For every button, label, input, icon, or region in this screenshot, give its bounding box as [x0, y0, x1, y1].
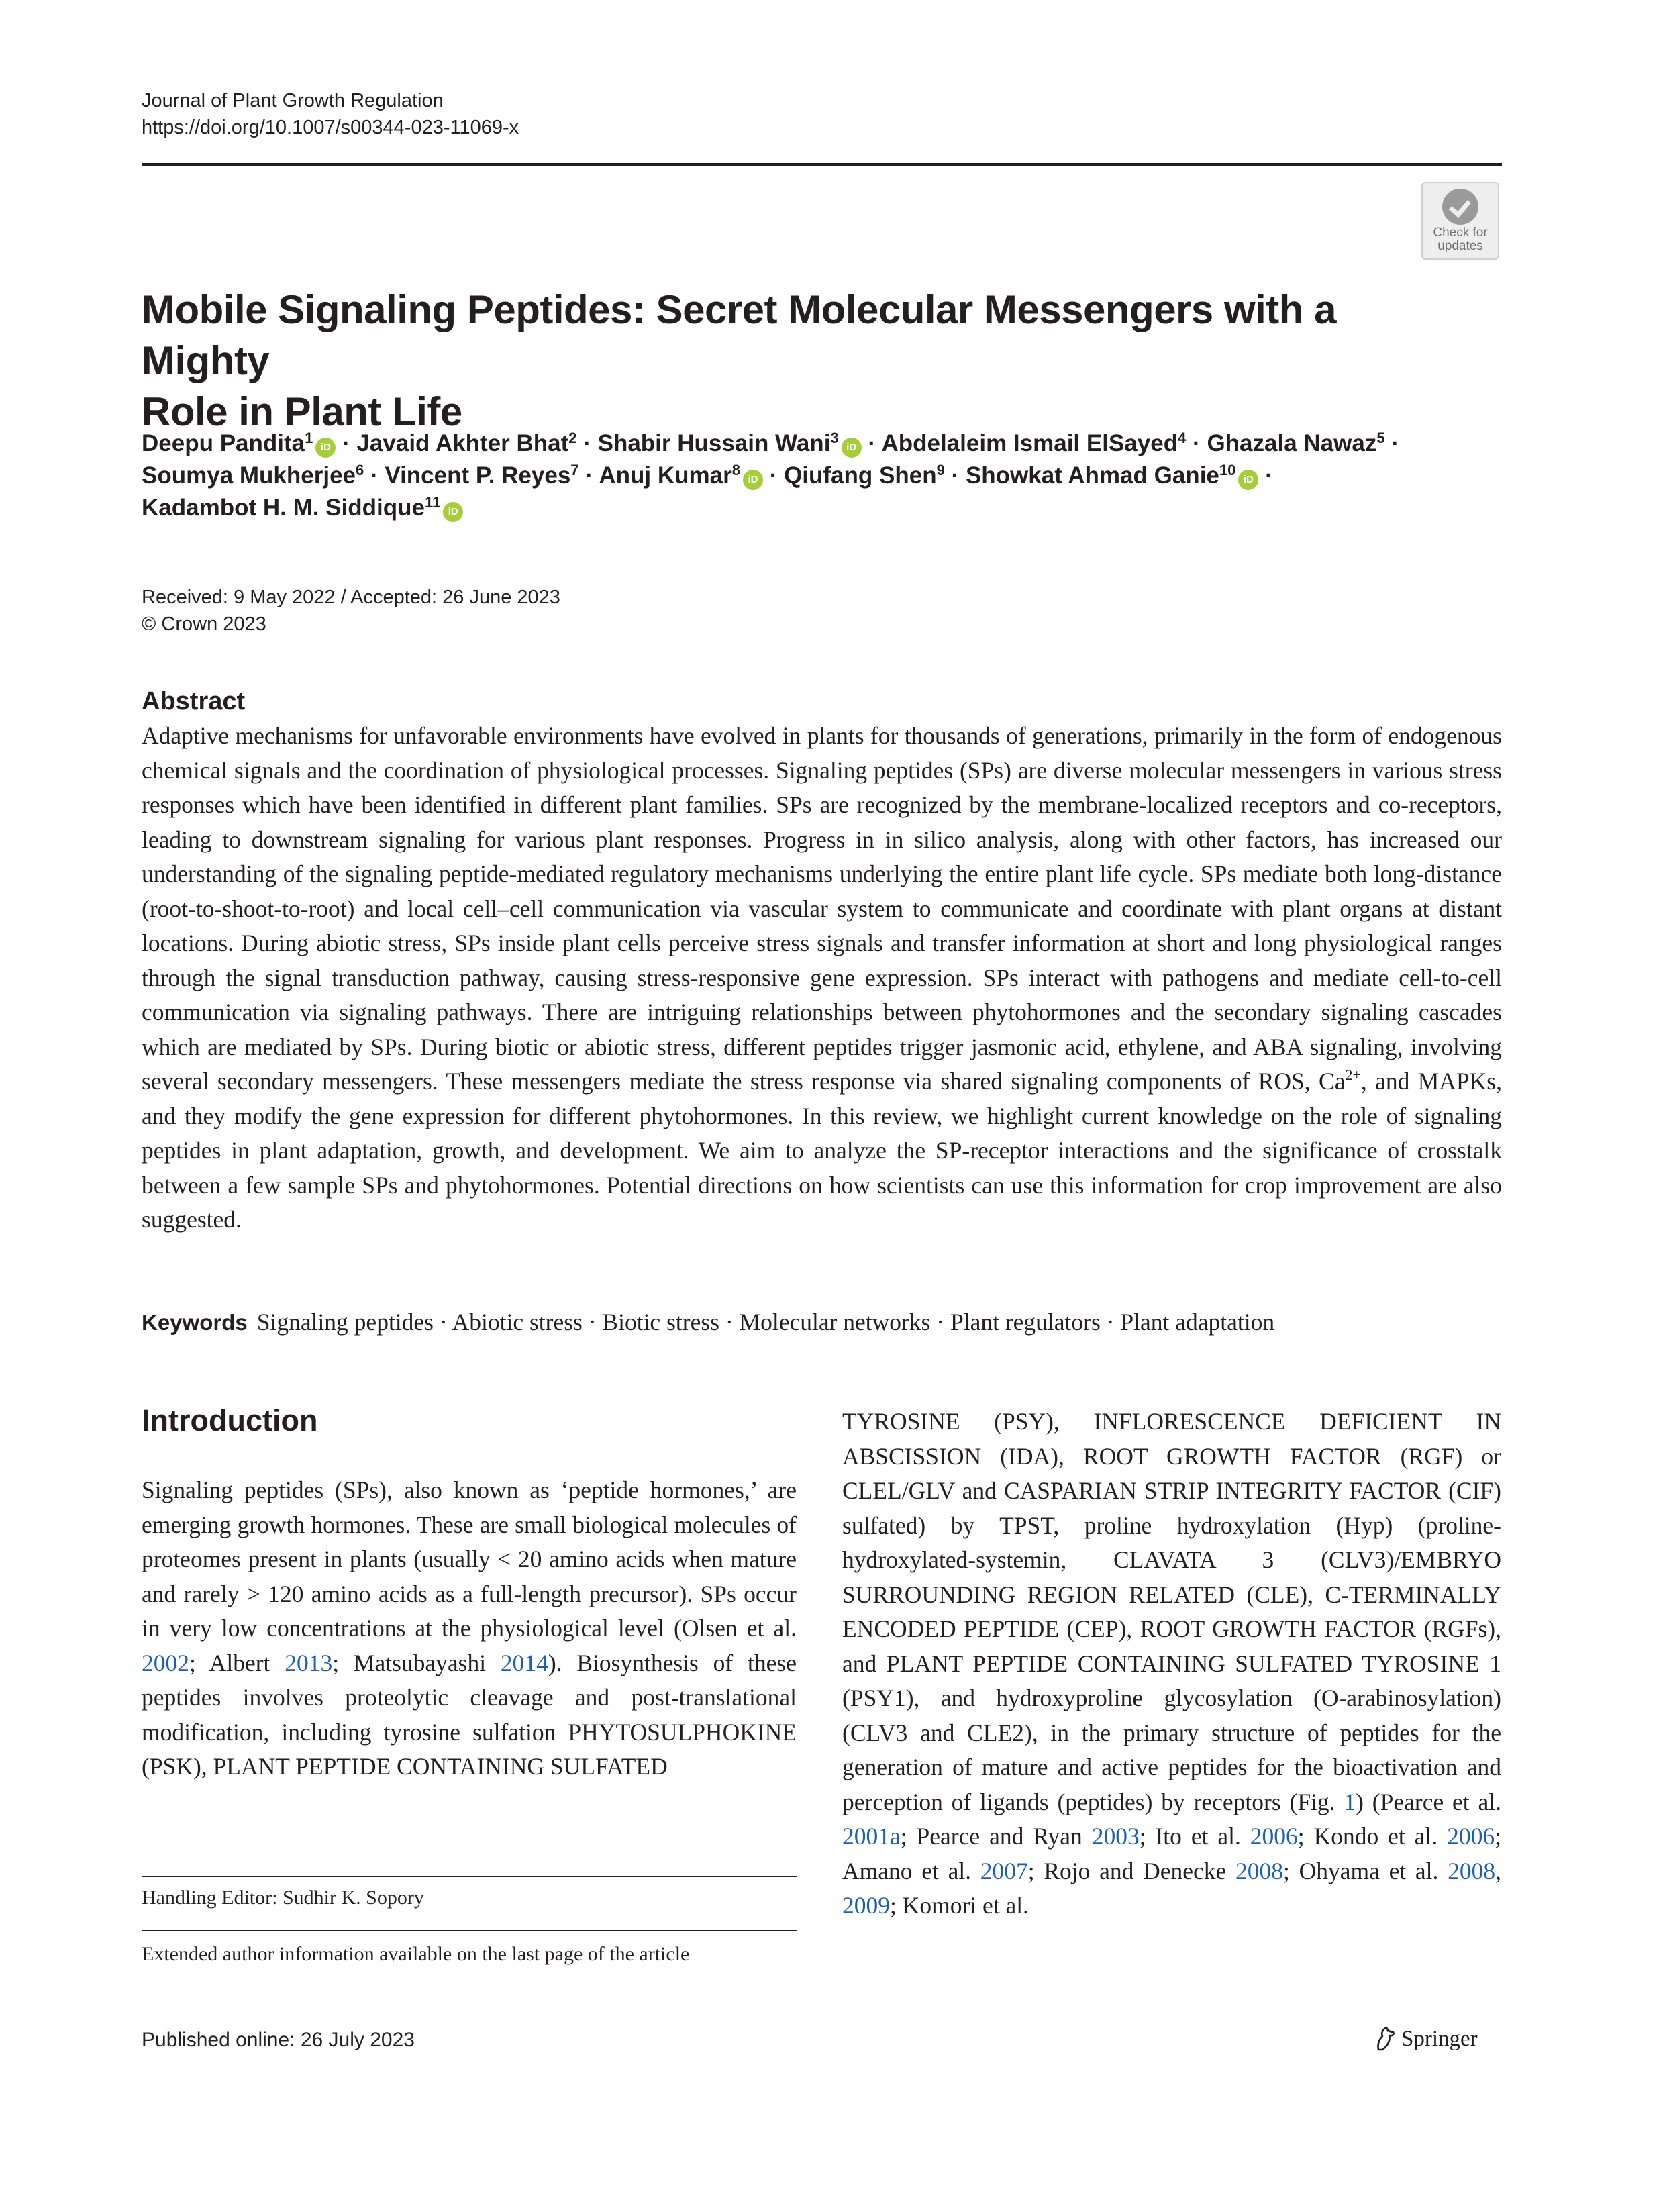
author-name: Anuj Kumar: [599, 462, 732, 489]
introduction-left-column: [142, 1473, 797, 1784]
title-line-2: Role in Plant Life: [142, 389, 462, 434]
author-name: Qiufang Shen: [784, 462, 937, 489]
orcid-icon[interactable]: iD: [315, 438, 336, 458]
author-separator: ·: [336, 430, 357, 456]
body-text: TYROSINE (PSY), INFLORESCENCE DEFICIENT IN ABSCISSION (IDA), ROOT GROWTH FACTOR (RGF) or CLEL/GLV and CASPARIAN STRIP INTEGRITY FACTOR (CIF) sulfated) by TPST, proline hydroxylation (Hyp) (proline-hydroxylated-systemin, CLAVATA 3 (CLV3)/EMBRYO SURROUNDING REGION RELATED (CLE), C-TERMINALLY ENCODED PEPTIDE (CEP), ROOT GROWTH FACTOR (RGFs), and PLANT PEPTIDE CONTAINING SULFATED TYROSINE 1 (PSY1), and hydroxyproline glycosylation (O-arabinosylation) (CLV3 and CLE2), in the primary structure of peptides for the generation of mature and active peptides for the bioactivation and perception of ligands (peptides) by receptors (Fig.: [842, 1408, 1501, 1815]
author-separator: ·: [1258, 462, 1273, 489]
abstract-sup: 2+: [1345, 1066, 1361, 1083]
author-affiliation: 5: [1376, 430, 1385, 446]
author: [881, 430, 1186, 456]
author-affiliation: 10: [1219, 462, 1236, 479]
check-badge-line1: Check for: [1433, 225, 1488, 240]
author-name: Showkat Ahmad Ganie: [965, 462, 1219, 489]
author-separator: ·: [578, 462, 599, 489]
body-text: Signaling peptides (SPs), also known as ‘peptide hormones,’ are emerging growth hormones. These are small biological molecules of proteomes present in plants (usually < 20 amino acids when mature and rarely > 120 amino acids as a full-length precursor). SPs occur in very low concentrations at the physiological level (Olsen et al.: [142, 1476, 797, 1642]
author: [1207, 430, 1384, 456]
citation-link[interactable]: 2006: [1447, 1823, 1495, 1850]
journal-name: Journal of Plant Growth Regulation: [142, 90, 444, 111]
author: [966, 462, 1258, 489]
citation-link[interactable]: 2003: [1091, 1823, 1140, 1850]
author: [142, 430, 336, 456]
citation-link[interactable]: 2009: [842, 1892, 890, 1919]
author-affiliation: 8: [731, 462, 740, 479]
publisher-name: Springer: [1401, 2027, 1478, 2051]
author-name: Shabir Hussain Wani: [597, 430, 831, 456]
body-text: ). Biosynthesis of these peptides involves proteolytic cleavage and post-translational modification, including tyrosine sulfation PHYTOSULPHOKINE (PSK), PLANT PEPTIDE CONTAINING SULFATED: [142, 1649, 797, 1780]
author: [142, 462, 364, 489]
citation-link[interactable]: 2002: [142, 1649, 189, 1676]
orcid-icon[interactable]: iD: [842, 438, 862, 458]
author-name: Vincent P. Reyes: [385, 462, 571, 489]
body-text: ) (Pearce et al.: [1356, 1788, 1501, 1815]
author-separator: ·: [364, 462, 385, 489]
author-affiliation: 11: [424, 494, 441, 511]
author: [599, 462, 763, 489]
body-text: ,: [1495, 1857, 1502, 1884]
author-name: Kadambot H. M. Siddique: [142, 495, 425, 521]
author-list: [142, 428, 1504, 524]
springer-horse-icon: [1374, 2025, 1397, 2051]
author-separator: ·: [861, 430, 882, 456]
author-affiliation: 2: [568, 430, 577, 446]
body-text: ; Ito et al.: [1139, 1823, 1250, 1850]
keywords-label: Keywords: [142, 1310, 248, 1335]
citation-link[interactable]: 2008: [1448, 1857, 1496, 1884]
orcid-icon[interactable]: iD: [1238, 470, 1258, 490]
introduction-right-column: [842, 1405, 1501, 1923]
citation-link[interactable]: 1: [1344, 1788, 1356, 1815]
body-text: ; Rojo and Denecke: [1027, 1857, 1236, 1884]
author-separator: ·: [1384, 430, 1399, 456]
citation-link[interactable]: 2008: [1235, 1857, 1284, 1884]
author-name: Deepu Pandita: [142, 430, 305, 456]
author: [142, 495, 463, 521]
author-name: Abdelaleim Ismail ElSayed: [881, 430, 1178, 456]
author: [385, 462, 578, 489]
introduction-heading: Introduction: [142, 1403, 318, 1438]
body-text: ; Komori et al.: [890, 1892, 1029, 1919]
author: [356, 430, 576, 456]
copyright: © Crown 2023: [142, 613, 266, 635]
citation-link[interactable]: 2007: [980, 1857, 1028, 1884]
author-separator: ·: [762, 462, 785, 489]
abstract-text-2: , and MAPKs, and they modify the gene expression for different phytohormones. In this review, we highlight current knowledge on the role of signaling peptides in plant adaptation, growth, and development. We aim to analyze the SP-receptor interactions and the significance of crosstalk between a few sample SPs and phytohormones. Potential directions on how scientists can use this information for crop improvement are also suggested.: [142, 1068, 1502, 1233]
author-separator: ·: [1186, 430, 1207, 456]
author-name: Soumya Mukherjee: [142, 462, 356, 489]
abstract-body: [142, 719, 1502, 1238]
published-online: Published online: 26 July 2023: [142, 2029, 415, 2051]
keywords-text: Signaling peptides · Abiotic stress · Biotic stress · Molecular networks · Plant regulators · Plant adaptation: [256, 1309, 1275, 1336]
author-affiliation: 7: [570, 462, 579, 479]
handling-editor: Handling Editor: Sudhir K. Sopory: [142, 1887, 424, 1909]
received-accepted: Received: 9 May 2022 / Accepted: 26 June 2023: [142, 587, 560, 608]
doi-link[interactable]: https://doi.org/10.1007/s00344-023-11069-x: [142, 117, 519, 138]
article-title: [142, 285, 1417, 438]
title-line-1: Mobile Signaling Peptides: Secret Molecular Messengers with a Mighty: [142, 287, 1336, 383]
body-text: ; Amano et al.: [842, 1823, 1501, 1884]
article-dates: [142, 584, 560, 638]
footnote-rule: [142, 1876, 797, 1877]
body-text: ; Kondo et al.: [1297, 1823, 1448, 1850]
author-affiliation: 9: [936, 462, 945, 479]
author-separator: ·: [944, 462, 966, 489]
journal-header: [142, 87, 519, 141]
check-for-updates-icon: [1442, 189, 1478, 225]
author-name: Javaid Akhter Bhat: [356, 430, 569, 456]
author-separator: ·: [576, 430, 598, 456]
body-text: ; Pearce and Ryan: [900, 1823, 1092, 1850]
citation-link[interactable]: 2001a: [842, 1823, 901, 1850]
abstract-text-1: Adaptive mechanisms for unfavorable environments have evolved in plants for thousands of generations, primarily in the form of endogenous chemical signals and the coordination of physiological processes. Signaling peptides (SPs) are diverse molecular messengers in various stress responses which have been identified in different plant families. SPs are recognized by the membrane-localized receptors and co-receptors, leading to downstream signaling for various plant responses. Progress in in silico analysis, along with other factors, has increased our understanding of the signaling peptide-mediated regulatory mechanisms underlying the entire plant life cycle. SPs mediate both long-distance (root-to-shoot-to-root) and local cell–cell communication via vascular system to communicate and coordinate with plant organs at distant locations. During abiotic stress, SPs inside plant cells perceive stress signals and transfer information at short and long physiological ranges through the signal transduction pathway, causing stress-responsive gene expression. SPs interact with pathogens and mediate cell-to-cell communication via signaling pathways. There are intriguing relationships between phytohormones and the secondary signaling cascades which are mediated by SPs. During biotic or abiotic stress, different peptides trigger jasmonic acid, ethylene, and ABA signaling, involving several secondary messengers. These messengers mediate the stress response via shared signaling components of ROS, Ca: [142, 722, 1502, 1095]
author-affiliation: 6: [356, 462, 364, 479]
publisher-logo[interactable]: [1374, 2024, 1478, 2054]
orcid-icon[interactable]: iD: [443, 502, 463, 522]
author: [598, 430, 862, 456]
citation-link[interactable]: 2006: [1250, 1823, 1298, 1850]
orcid-icon[interactable]: iD: [743, 470, 763, 490]
footnote-rule-2: [142, 1930, 797, 1931]
citation-link[interactable]: 2014: [500, 1649, 548, 1676]
check-for-updates-badge[interactable]: [1421, 182, 1499, 260]
citation-link[interactable]: 2013: [285, 1649, 333, 1676]
header-rule: [142, 163, 1502, 166]
author: [784, 462, 945, 489]
author-affiliation: 3: [830, 430, 839, 446]
abstract-heading: Abstract: [142, 687, 246, 715]
check-badge-line2: updates: [1437, 239, 1483, 253]
author-affiliation: 1: [305, 430, 313, 446]
author-affiliation: 4: [1178, 430, 1187, 446]
keywords: [142, 1305, 1504, 1340]
body-text: ; Ohyama et al.: [1283, 1857, 1448, 1884]
body-text: ; Albert: [189, 1649, 285, 1676]
body-text: ; Matsubayashi: [332, 1649, 501, 1676]
extended-author-info: Extended author information available on the last page of the article: [142, 1943, 690, 1965]
author-name: Ghazala Nawaz: [1207, 430, 1377, 456]
